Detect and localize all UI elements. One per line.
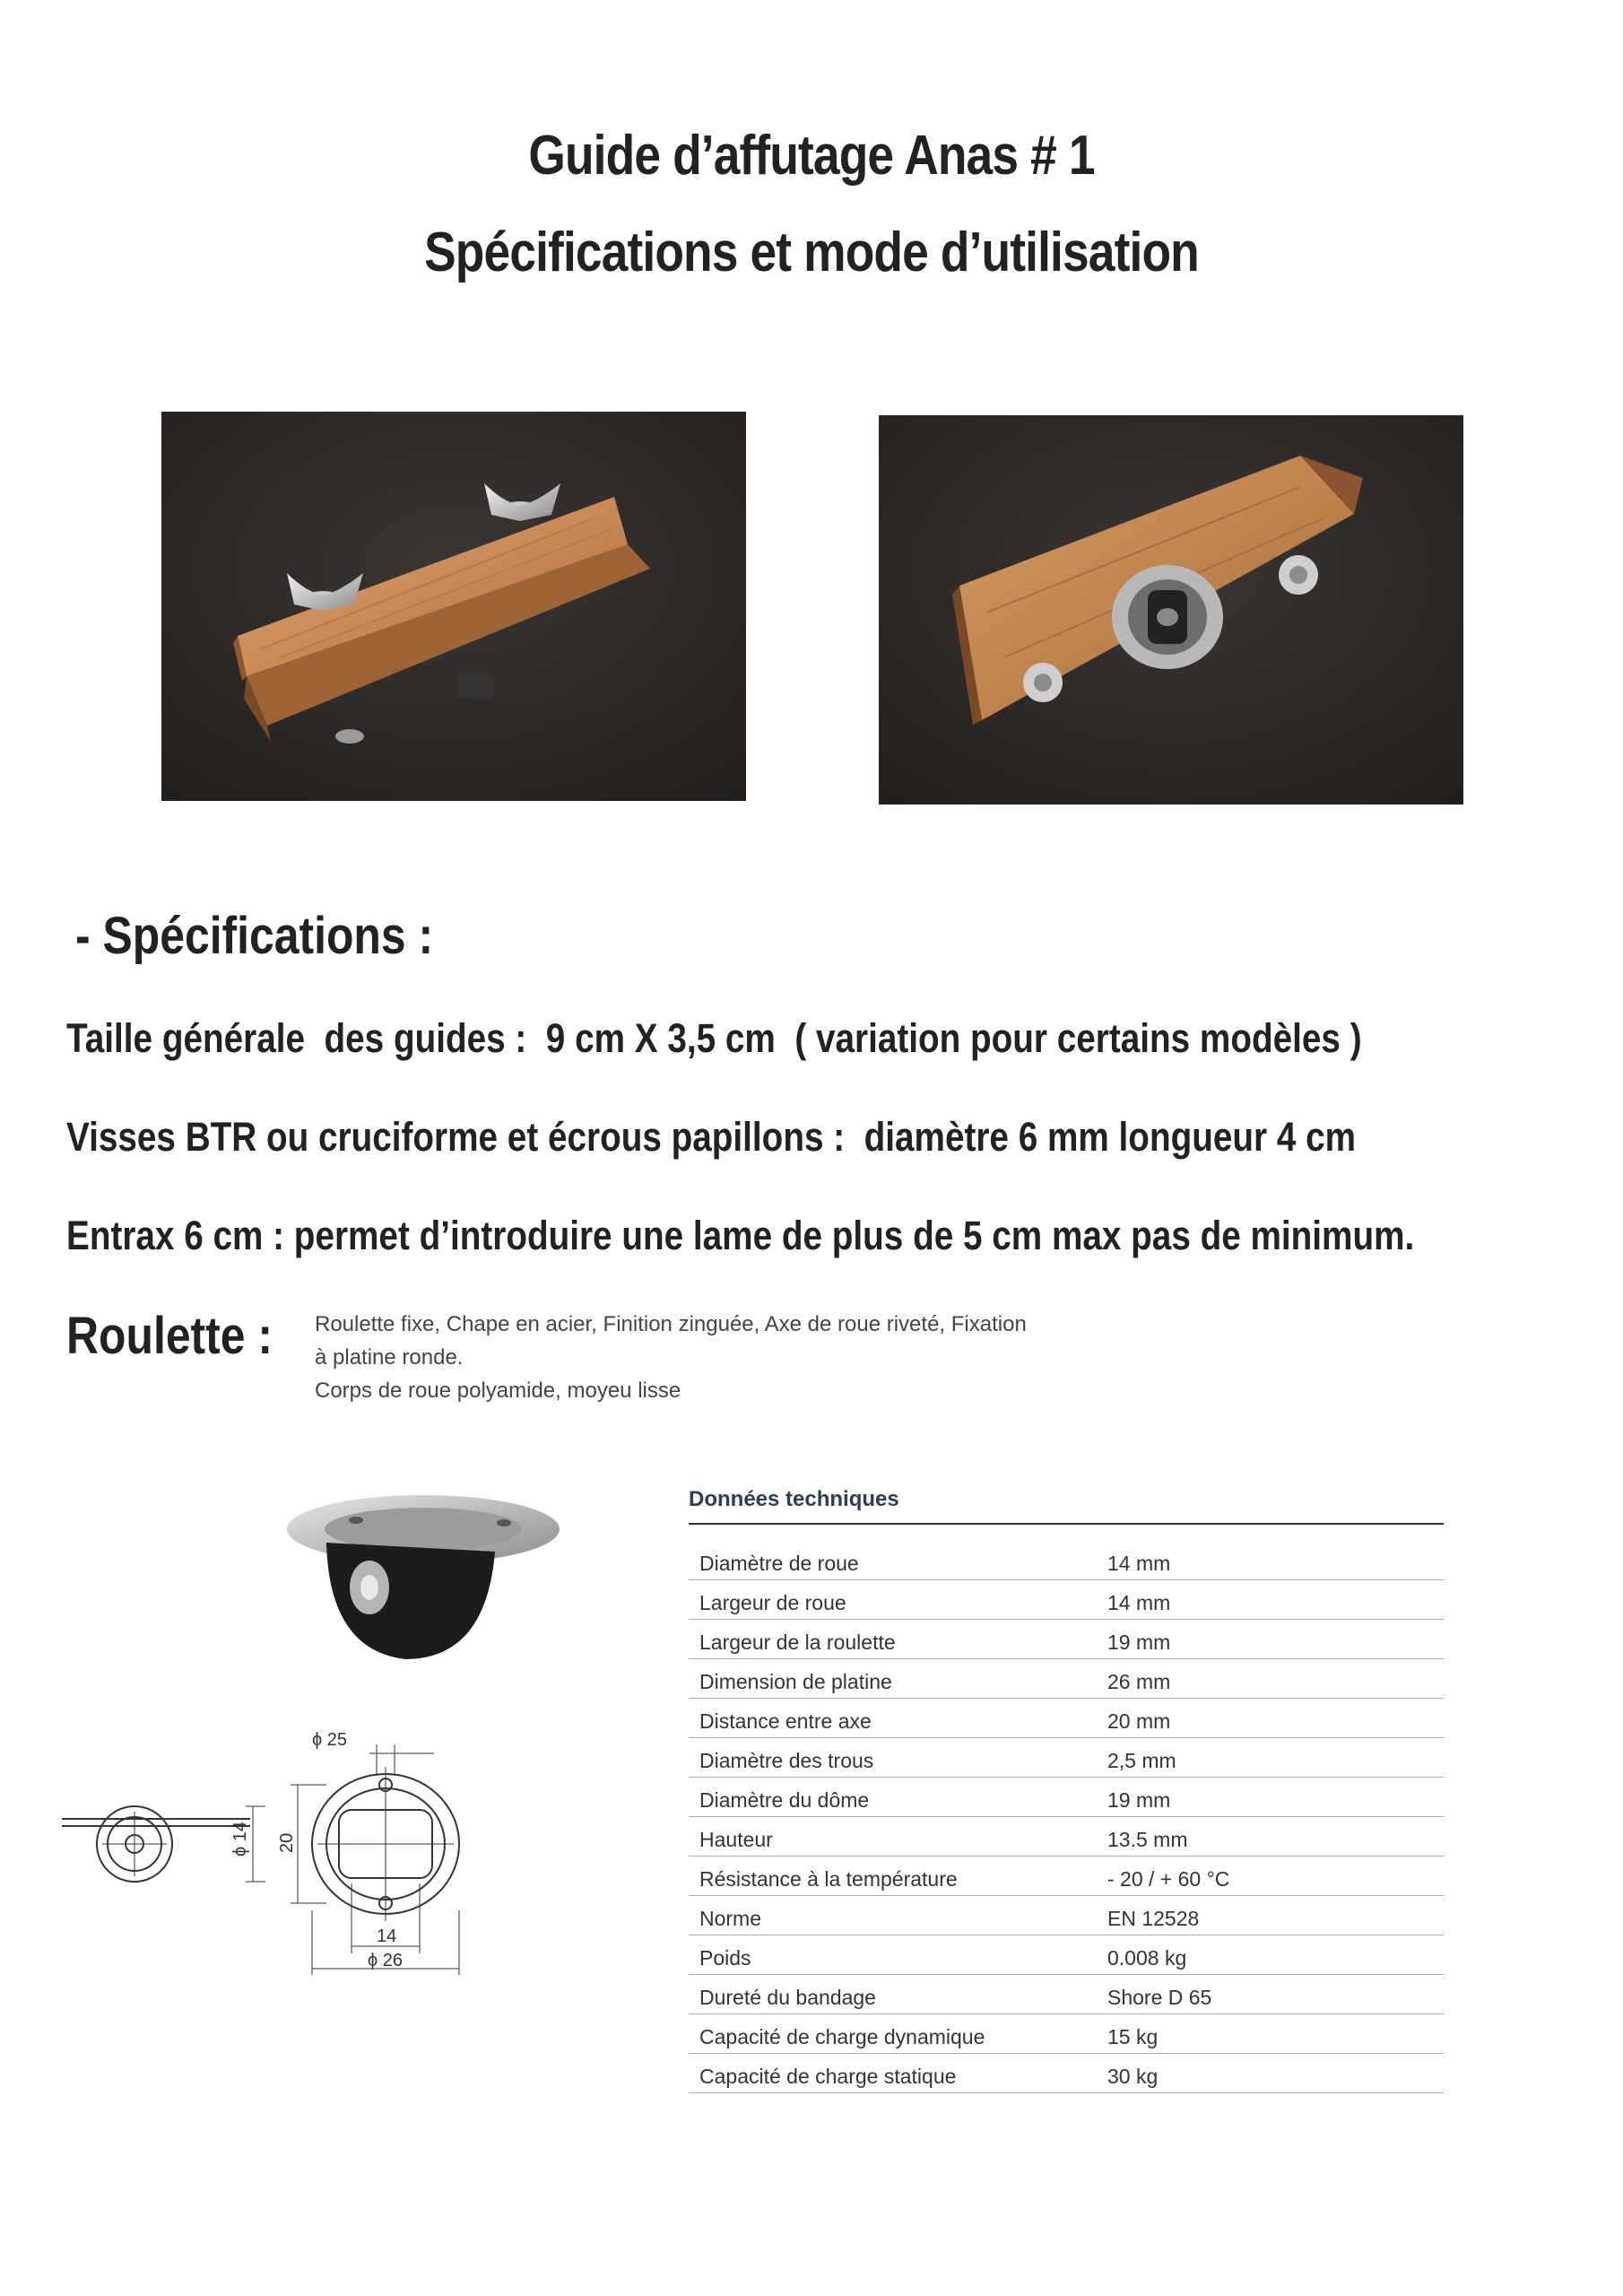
- dim-label-26: ϕ 26: [368, 1951, 404, 1970]
- table-cell-label: Résistance à la température: [699, 1867, 958, 1891]
- table-cell-value: 13.5 mm: [1107, 1828, 1188, 1851]
- table-row: [689, 1580, 1444, 1620]
- dim-label-14-horizontal: 14: [377, 1926, 397, 1946]
- table-cell-label: Poids: [699, 1946, 751, 1970]
- table-cell-label: Hauteur: [699, 1828, 773, 1851]
- table-cell-value: 0.008 kg: [1107, 1946, 1187, 1970]
- page-title: Guide d’affutage Anas # 1: [528, 125, 1095, 187]
- table-cell-value: 19 mm: [1107, 1788, 1171, 1812]
- specifications-heading: - Spécifications :: [75, 907, 434, 965]
- table-cell-label: Dureté du bandage: [699, 1986, 876, 2009]
- table-cell-label: Capacité de charge statique: [699, 2065, 957, 2088]
- guide-photo-bottom: [879, 415, 1463, 804]
- table-cell-label: Largeur de roue: [699, 1591, 846, 1614]
- table-cell-value: 19 mm: [1107, 1631, 1171, 1654]
- roulette-desc-line: Corps de roue polyamide, moyeu lisse: [315, 1378, 681, 1403]
- spec-line-screws: Visses BTR ou cruciforme et écrous papillons : diamètre 6 mm longueur 4 cm: [66, 1114, 1357, 1160]
- dim-label-25: ϕ 25: [312, 1731, 348, 1750]
- roulette-photo: [280, 1489, 567, 1668]
- table-row: [689, 1975, 1444, 2014]
- table-row: [689, 1699, 1444, 1738]
- table-cell-value: 30 kg: [1107, 2065, 1159, 2088]
- table-cell-label: Largeur de la roulette: [699, 1631, 896, 1654]
- table-row: [689, 1620, 1444, 1659]
- table-cell-value: 14 mm: [1107, 1552, 1171, 1575]
- table-cell-label: Capacité de charge dynamique: [699, 2025, 985, 2048]
- roulette-desc-line: Roulette fixe, Chape en acier, Finition zinguée, Axe de roue riveté, Fixation: [315, 1312, 1027, 1336]
- table-row: [689, 1738, 1444, 1778]
- table-row: [689, 1659, 1444, 1699]
- technical-data-heading: Données techniques: [689, 1487, 1444, 1525]
- table-cell-label: Dimension de platine: [699, 1670, 892, 1693]
- table-row: [689, 1857, 1444, 1896]
- page-subtitle: Spécifications et mode d’utilisation: [424, 222, 1199, 283]
- table-row: [689, 1935, 1444, 1975]
- table-cell-value: 26 mm: [1107, 1670, 1171, 1693]
- table-cell-value: 20 mm: [1107, 1709, 1171, 1733]
- table-cell-value: 14 mm: [1107, 1591, 1171, 1614]
- table-row: [689, 2054, 1444, 2093]
- table-row: [689, 1896, 1444, 1935]
- spec-line-size: Taille générale des guides : 9 cm X 3,5 cm ( variation pour certains modèles ): [66, 1015, 1362, 1061]
- table-cell-label: Diamètre de roue: [699, 1552, 859, 1575]
- table-cell-label: Distance entre axe: [699, 1709, 872, 1733]
- table-cell-value: 2,5 mm: [1107, 1749, 1176, 1772]
- spec-line-spacing: Entrax 6 cm : permet d’introduire une lame de plus de 5 cm max pas de minimum.: [66, 1213, 1415, 1258]
- table-row: [689, 1541, 1444, 1580]
- technical-data-rows: [689, 1541, 1444, 2093]
- roulette-technical-drawing: [57, 1731, 488, 1991]
- table-cell-value: 15 kg: [1107, 2025, 1159, 2048]
- table-row: [689, 2014, 1444, 2054]
- guide-photo-top: [161, 412, 746, 801]
- table-cell-label: Diamètre du dôme: [699, 1788, 870, 1812]
- table-cell-value: EN 12528: [1107, 1907, 1200, 1930]
- table-cell-value: Shore D 65: [1107, 1986, 1212, 2009]
- dim-label-20: 20: [277, 1832, 297, 1853]
- table-row: [689, 1778, 1444, 1817]
- table-row: [689, 1817, 1444, 1857]
- roulette-desc-line: à platine ronde.: [315, 1345, 464, 1370]
- technical-data-table: [689, 1487, 1444, 2093]
- dim-label-14-vertical: ϕ 14: [230, 1821, 250, 1857]
- roulette-description: [315, 1308, 1122, 1407]
- table-cell-value: - 20 / + 60 °C: [1107, 1867, 1230, 1891]
- table-cell-label: Norme: [699, 1907, 762, 1930]
- roulette-heading: Roulette :: [66, 1307, 273, 1365]
- table-cell-label: Diamètre des trous: [699, 1749, 874, 1772]
